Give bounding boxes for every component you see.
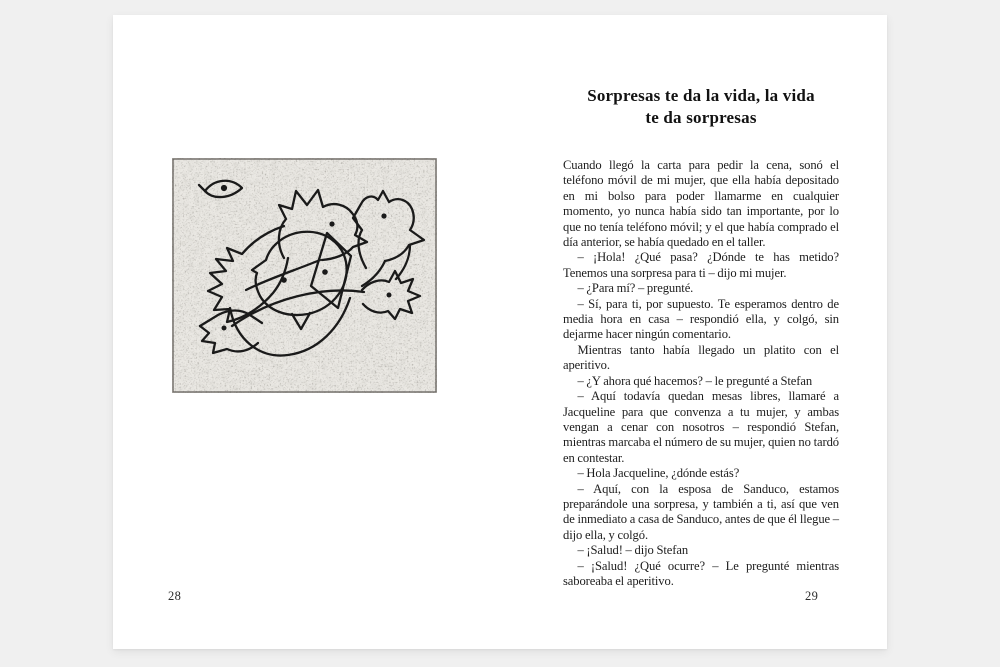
body-paragraph: – Hola Jacqueline, ¿dónde estás? [577,466,740,481]
body-paragraph: – ¡Salud! ¿Qué ocurre? – Le pregunté mientras saboreaba el aperitivo. [563,558,839,588]
body-paragraph: – ¿Y ahora qué hacemos? – le pregunté a Stefan [577,373,813,388]
chapter-title-line1: Sorpresas te da la vida, la vida [587,86,815,105]
body-paragraph: – Sí, para ti, por supuesto. Te esperamos dentro de media hora en casa – respondió ella, y colgó, sin dejarme hacer ningún comentario. [563,296,839,342]
right-page-text-column [563,85,839,589]
body-paragraph: – ¡Hola! ¿Qué pasa? ¿Dónde te has metido? Tenemos una sorpresa para ti – dijo mi mujer. [563,250,839,280]
chapter-body [563,158,839,589]
body-paragraph: Mientras tanto había llegado un platito con el aperitivo. [563,342,839,373]
body-paragraph: – ¿Para mí? – pregunté. [577,281,694,296]
page-number-left: 28 [168,589,182,603]
page-number-right: 29 [805,589,819,603]
etching-illustration [172,158,437,393]
chapter-title [563,85,839,129]
book-spread [113,15,887,649]
body-paragraph: Cuando llegó la carta para pedir la cena, sonó el teléfono móvil de mi mujer, que ella había depositado en mi bolso para poder llamarme en cualquier momento, yo nunca había sido tan importante, por lo que no tenía teléfono móvil; y el que había comprado el día anterior, se había quedado en el taller. [563,158,839,250]
body-paragraph: – Aquí, con la esposa de Sanduco, estamos preparándole una sorpresa, y también a ti, así que ven de inmediato a casa de Sanduco, antes de que él llegue – dijo ella, y colgó. [563,481,839,542]
etching-svg [172,158,437,393]
chapter-title-line2: te da sorpresas [645,108,757,127]
body-paragraph: – ¡Salud! – dijo Stefan [577,543,689,558]
body-paragraph: – Aquí todavía quedan mesas libres, llamaré a Jacqueline para que convenza a tu mujer, y ambas vengan a cenar con nosotros – respondió Stefan, mientras marcaba el número de su mujer, quien no tardó en contestar. [563,389,839,465]
